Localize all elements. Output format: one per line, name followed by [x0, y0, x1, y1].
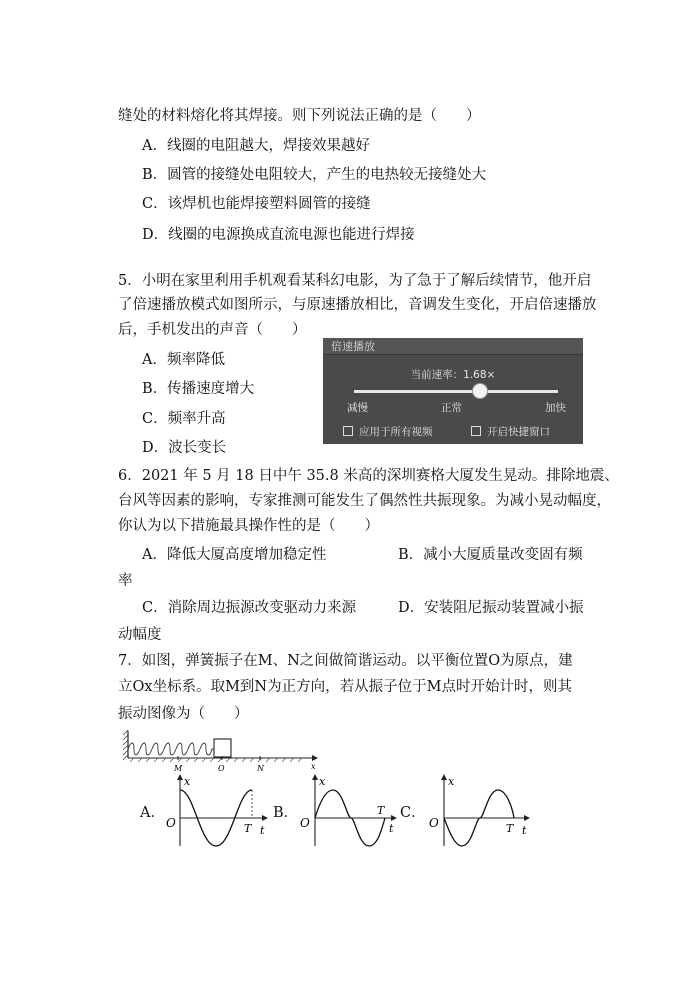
graph-c-origin: O [429, 816, 439, 830]
q5-stem-line2: 了倍速播放模式如图所示，与原速播放相比，音调发生变化，开启倍速播放 [118, 297, 597, 313]
slow-label: 减慢 [347, 402, 368, 414]
graph-b-period: T [377, 804, 385, 817]
q5-option-c: C．频率升高 [142, 411, 226, 427]
graph-b-label: B． [273, 805, 299, 821]
q6-option-d-cont: 动幅度 [118, 627, 162, 643]
graph-b-x-axis-label: x [319, 775, 326, 788]
q5-option-b: B．传播速度增大 [142, 381, 255, 397]
q6-option-b-cont: 率 [118, 573, 133, 589]
q4-option-c: C．该焊机也能焊接塑料圆管的接缝 [142, 196, 371, 212]
q6-option-b: B．减小大厦质量改变固有频 [398, 547, 583, 563]
playback-speed-panel [323, 338, 583, 444]
q4-option-b: B．圆管的接缝处电阻较大，产生的电热较无接缝处大 [142, 167, 487, 183]
graph-a [166, 772, 276, 848]
graph-c-t-label: t [522, 824, 527, 837]
mass-block [214, 739, 231, 757]
q4-option-a: A．线圈的电阻越大，焊接效果越好 [142, 138, 370, 154]
speed-slider-track [354, 390, 558, 393]
label-m: M [174, 764, 183, 773]
spring-oscillator-figure [120, 727, 325, 773]
label-n: N [257, 764, 264, 773]
spring [128, 743, 214, 755]
q7-stem-line3: 振动图像为（ ） [118, 706, 249, 722]
q4-option-d: D．线圈的电源换成直流电源也能进行焊接 [142, 227, 415, 243]
q6-option-c: C．消除周边振源改变驱动力来源 [142, 600, 357, 616]
q6-stem-line3: 你认为以下措施最具操作性的是（ ） [118, 518, 379, 534]
q6-option-a: A．降低大厦高度增加稳定性 [142, 547, 327, 563]
graph-c-x-axis-label: x [448, 775, 455, 788]
graph-a-label: A． [140, 805, 165, 821]
quick-window-checkbox [471, 426, 481, 436]
q7-stem-line1: 7．如图，弹簧振子在M、N之间做简谐运动。以平衡位置O为原点，建 [118, 653, 573, 669]
q6-option-d: D．安装阻尼振动装置减小振 [398, 600, 584, 616]
q6-stem-line2: 台风等因素的影响，专家推测可能发生了偶然性共振现象。为减小晃动幅度， [118, 493, 611, 509]
graph-a-period: T [244, 822, 252, 835]
graph-b-t-label: t [389, 822, 394, 835]
label-o: O [218, 764, 225, 773]
q7-stem-line2: 立Ox坐标系。取M到N为正方向，若从振子位于M点时开始计时，则其 [118, 679, 572, 695]
q5-option-a: A．频率降低 [142, 352, 225, 368]
graph-c [426, 772, 536, 848]
normal-label: 正常 [441, 402, 462, 414]
graph-a-x-axis-label: x [184, 775, 191, 788]
fast-label: 加快 [545, 402, 566, 414]
label-x: x [311, 762, 316, 771]
graph-a-t-label: t [260, 824, 265, 837]
graph-c-label: C． [400, 805, 426, 821]
quick-window-label: 开启快捷窗口 [487, 426, 550, 438]
panel-title: 倍速播放 [323, 338, 583, 355]
q5-stem-line1: 5．小明在家里利用手机观看某科幻电影，为了急于了解后续情节，他开启 [118, 273, 592, 289]
q5-stem-line3: 后，手机发出的声音（ ） [118, 322, 307, 338]
q5-option-d: D．波长变长 [142, 440, 227, 456]
current-rate-label: 当前速率：1.68× [410, 369, 496, 381]
graph-a-origin: O [166, 816, 176, 830]
apply-all-label: 应用于所有视频 [359, 426, 433, 438]
q4-stem-end: 缝处的材料熔化将其焊接。则下列说法正确的是（ ） [118, 108, 481, 124]
graph-c-period: T [506, 822, 514, 835]
graph-b [297, 772, 407, 848]
speed-slider-knob [472, 383, 488, 399]
graph-b-origin: O [300, 816, 310, 830]
apply-all-checkbox [343, 426, 353, 436]
q6-stem-line1: 6．2021 年 5 月 18 日中午 35.8 米高的深圳赛格大厦发生晃动。排除地震、 [118, 468, 619, 484]
